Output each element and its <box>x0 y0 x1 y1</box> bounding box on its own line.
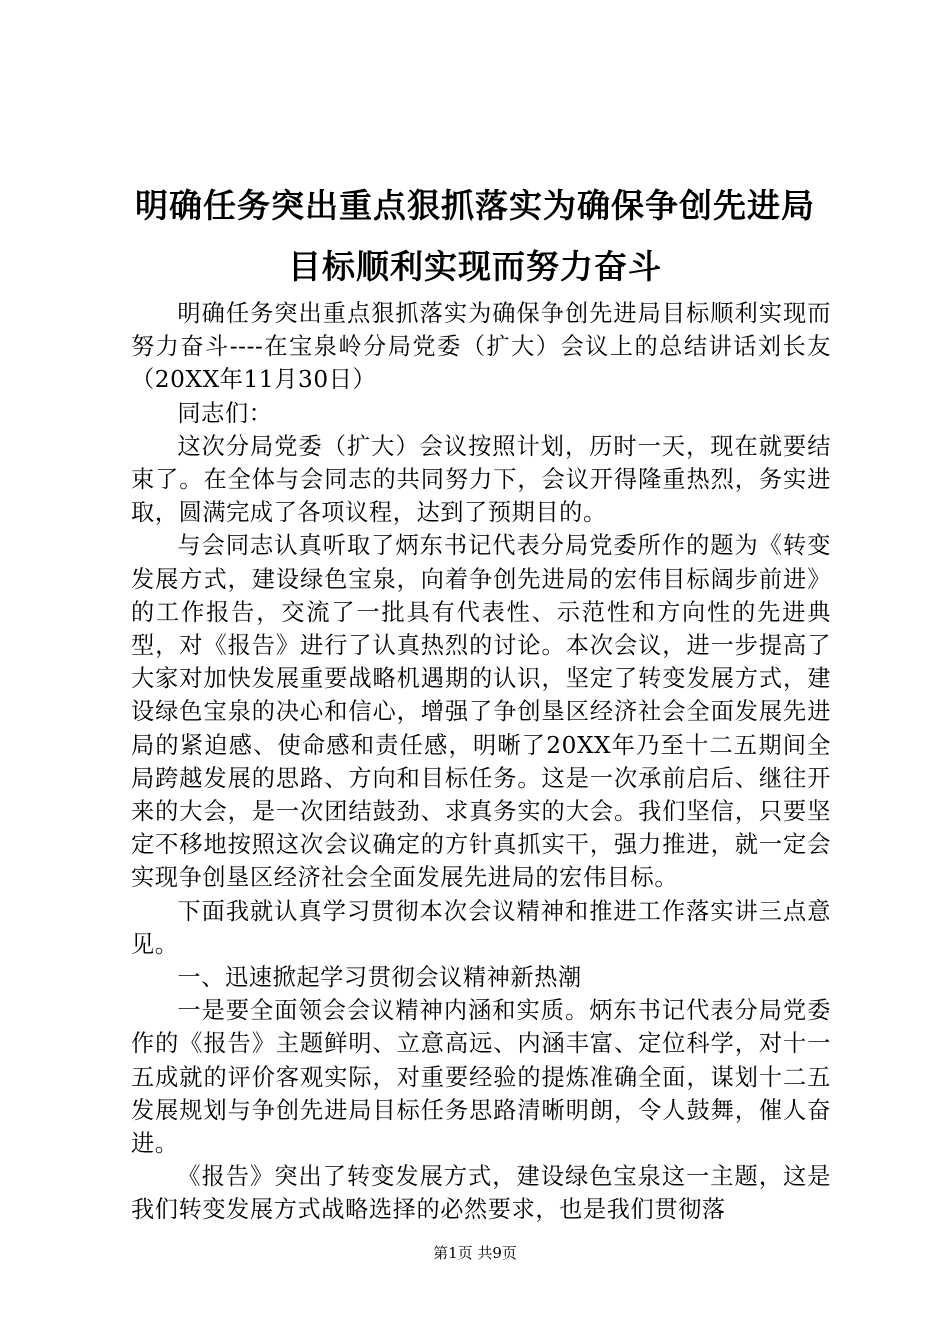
paragraph-subtitle: 明确任务突出重点狠抓落实为确保争创先进局目标顺利实现而努力奋斗----在宝泉岭分局党委（扩大）会议上的总结讲话刘长友（20XX年11月30日） <box>131 300 831 394</box>
page-footer: 第1页 共9页 <box>433 1244 517 1262</box>
document-title-line-1: 明确任务突出重点狠抓落实为确保争创先进局 <box>135 186 815 225</box>
paragraph: 与会同志认真听取了炳东书记代表分局党委所作的题为《转变发展方式，建设绿色宝泉，向着争创先进局的宏伟目标阔步前进》的工作报告，交流了一批具有代表性、示范性和方向性的先进典型，对《报告》进行了认真热烈的讨论。本次会议，进一步提高了大家对加快发展重要战略机遇期的认识，坚定了转变发展方式，建设绿色宝泉的决心和信心，增强了争创垦区经济社会全面发展先进局的紧迫感、使命感和责任感，明晰了20XX年乃至十二五期间全局跨越发展的思路、方向和目标任务。这是一次承前启后、继往开来的大会，是一次团结鼓劲、求真务实的大会。我们坚信，只要坚定不移地按照这次会议确定的方针真抓实干，强力推进，就一定会实现争创垦区经济社会全面发展先进局的宏伟目标。 <box>131 532 831 892</box>
document-title-line-2: 目标顺利实现而努力奋斗 <box>288 247 662 286</box>
paragraph: 下面我就认真学习贯彻本次会议精神和推进工作落实讲三点意见。 <box>131 897 831 958</box>
paragraph: 这次分局党委（扩大）会议按照计划，历时一天，现在就要结束了。在全体与会同志的共同努力下，会议开得隆重热烈，务实进取，圆满完成了各项议程，达到了预期目的。 <box>131 432 831 527</box>
section-heading: 一、迅速掀起学习贯彻会议精神新热潮 <box>177 964 582 992</box>
paragraph: 一是要全面领会会议精神内涵和实质。炳东书记代表分局党委作的《报告》主题鲜明、立意高远、内涵丰富、定位科学，对十一五成就的评价客观实际，对重要经验的提炼准确全面，谋划十二五发展规划与争创先进局目标任务思路清晰明朗，令人鼓舞，催人奋进。 <box>131 997 831 1158</box>
document-body <box>131 297 831 1227</box>
paragraph-salutation: 同志们： <box>177 399 273 427</box>
paragraph: 《报告》突出了转变发展方式，建设绿色宝泉这一主题，这是我们转变发展方式战略选择的必然要求，也是我们贯彻落 <box>131 1163 831 1224</box>
